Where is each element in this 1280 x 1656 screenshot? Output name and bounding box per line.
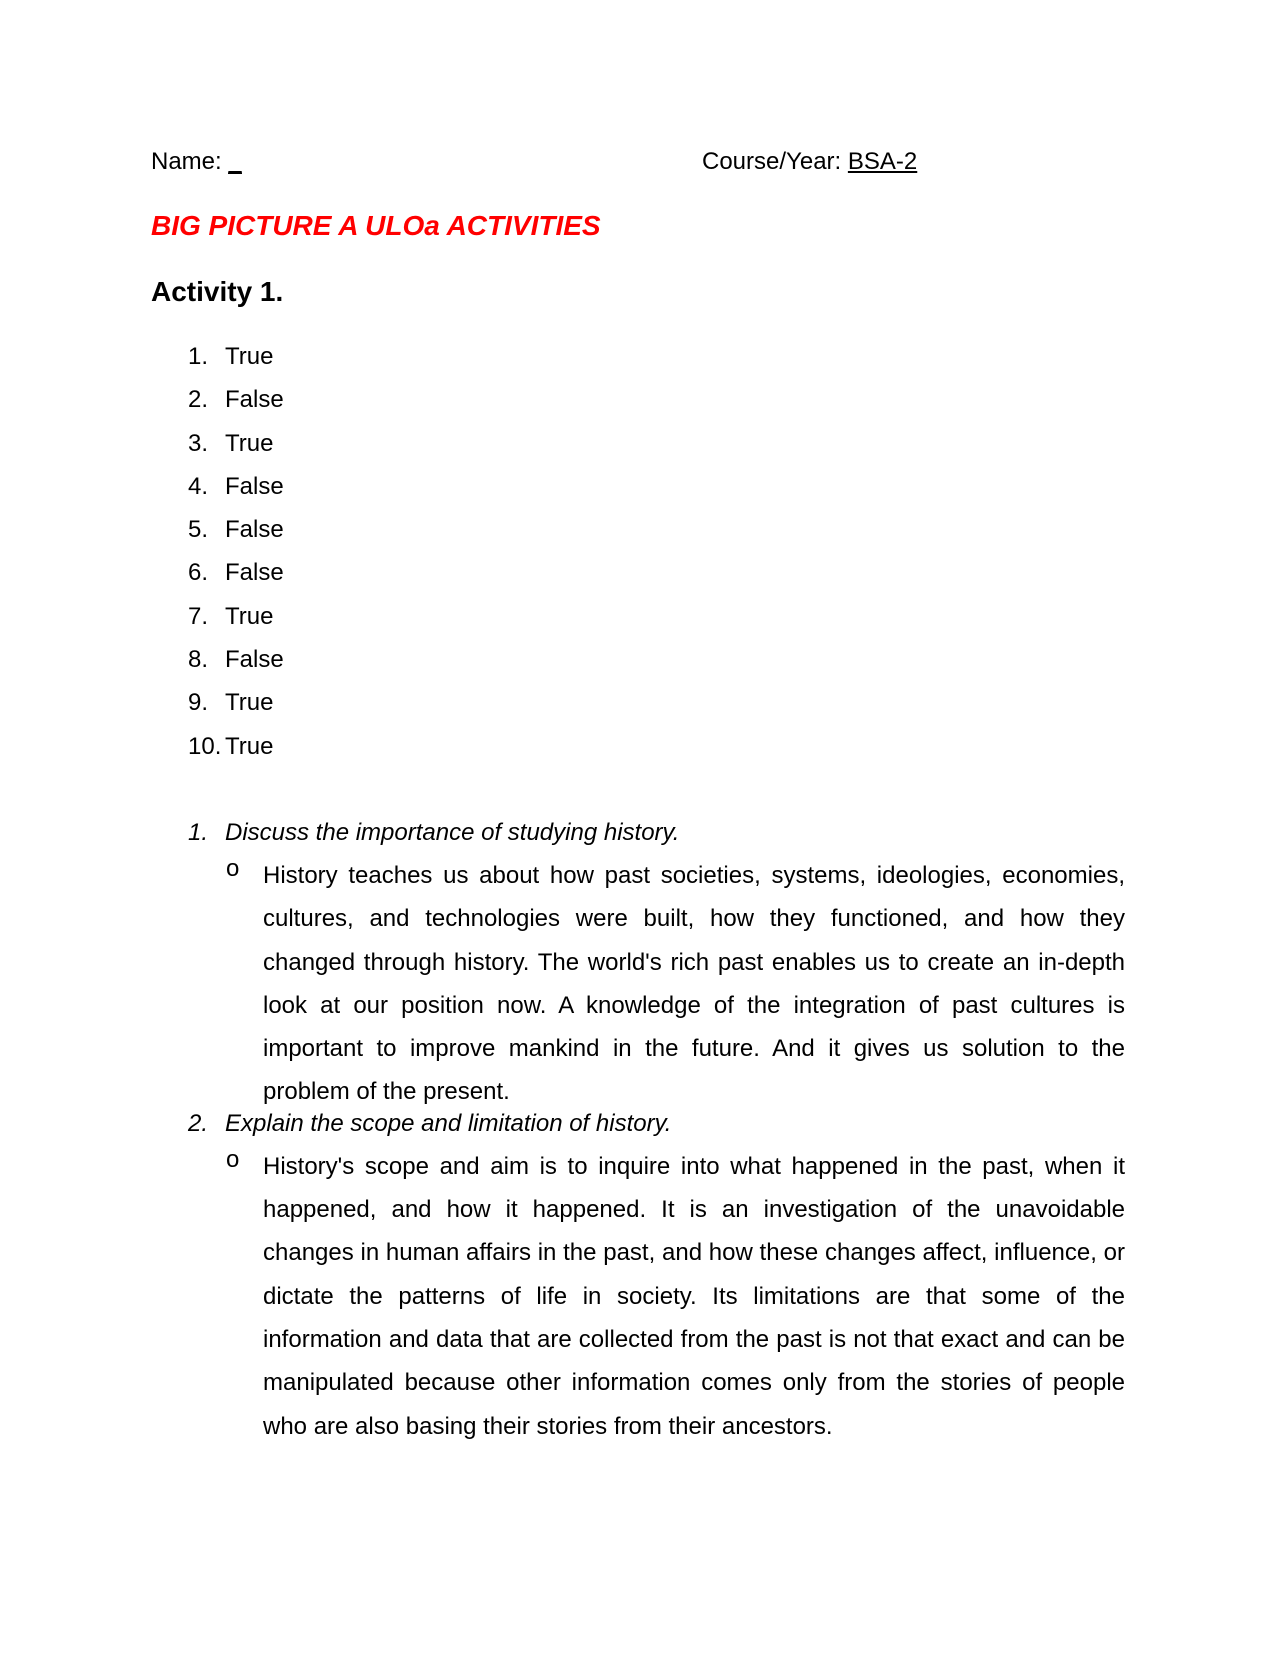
answer-number: 8. [188,646,209,674]
answer-number: 9. [188,689,209,717]
answer-item [188,732,284,775]
name-value: _ [228,148,242,175]
question-item [188,1109,1125,1448]
answer-value: True [225,732,274,760]
answer-item [188,688,284,731]
answer-item [188,645,284,688]
answer-item [188,515,284,558]
course-year-label: Course/Year: [702,148,842,175]
answer-value: False [225,516,284,544]
answer-number: 3. [188,429,209,457]
question-number: 1. [188,819,209,846]
question-item [188,818,1125,1114]
answer-item [188,429,284,472]
answer-number: 1. [188,343,209,370]
answer-number: 2. [188,386,209,414]
activity-heading: Activity 1. [151,276,284,307]
answer-value: True [225,343,274,370]
course-year-value: BSA-2 [847,148,918,175]
course-year-field [702,148,917,176]
answer-value: True [225,602,274,630]
answer-item [188,602,284,645]
question-text: Discuss the importance of studying history. [225,819,680,846]
answer-value: False [225,386,284,414]
answer-value: True [225,689,274,717]
bullet-marker: o [226,855,240,882]
answer-value: False [225,646,284,674]
header-row [151,148,1151,182]
answer-value: False [225,472,284,500]
answer-item [188,342,284,385]
bullet-marker: o [226,1145,240,1173]
answer-number: 6. [188,559,209,587]
answer-value: False [225,559,284,587]
answer-number: 7. [188,602,209,630]
answer-number: 5. [188,516,209,544]
answer-item [188,385,284,428]
answer-value: True [225,429,274,457]
name-label: Name: [151,148,222,175]
document-title: BIG PICTURE A ULOa ACTIVITIES [151,210,601,241]
answer-paragraph: History's scope and aim is to inquire into what happened in the past, when it happened, and how it happened. It is an investigation of the unavoidable changes in human affairs in the past, and how these changes affect, influence, or dictate the patterns of life in society. Its limitations are that some of the information and data that are collected from the past is not that exact and can be manipulated because other information comes only from the stories of people who are also basing their stories from their ancestors. [263,1152,1125,1440]
answer-paragraph: History teaches us about how past societies, systems, ideologies, economies, cultures, and technologies were built, how they functioned, and how they changed through history. The world's rich past enables us to create an in-depth look at our position now. A knowledge of the integration of past cultures is important to improve mankind in the future. And it gives us solution to the problem of the present. [263,862,1125,1106]
answer-block [188,854,1125,1114]
question-text: Explain the scope and limitation of history. [225,1109,672,1137]
question-number: 2. [188,1109,209,1137]
answer-list [188,342,284,775]
name-field [151,148,242,176]
answer-block [188,1145,1125,1448]
answer-number: 10. [188,732,222,760]
answer-item [188,558,284,601]
answer-item [188,472,284,515]
question-list [188,818,1125,1448]
answer-number: 4. [188,472,209,500]
